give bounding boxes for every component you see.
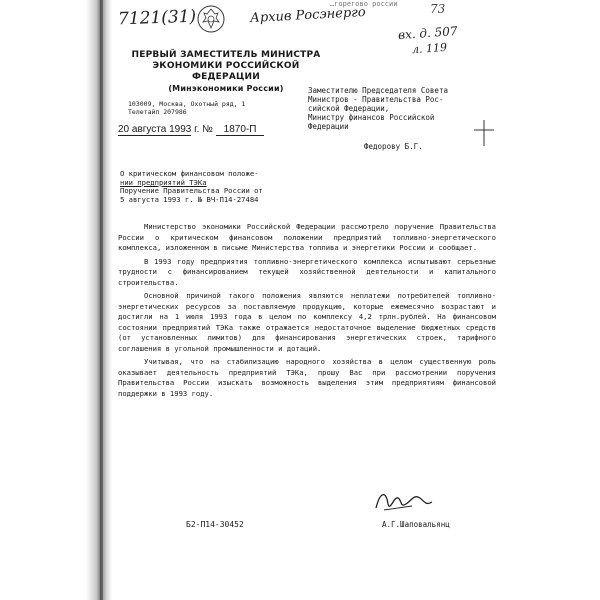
addressee-line: Министров - Правительства Рос- <box>308 95 444 104</box>
incoming-reference-handwritten: вх. д. 507 <box>397 23 458 43</box>
subject-line: О критическом финансовом положе- <box>120 169 259 178</box>
reference-number-handwritten: 7121(31) <box>117 6 197 30</box>
top-right-faded-text: …горегово россии <box>330 0 398 8</box>
corner-mark-handwritten: 73 <box>430 2 446 16</box>
address-line: 103009, Москва, Охотный ряд, 1 <box>128 100 246 108</box>
addressee-block <box>308 86 498 131</box>
subject-block <box>120 170 320 204</box>
body-paragraph: Учитывая, что на стабилизацию народного хозяйства в целом существенную роль оказывает деятельность предприятий ТЭКа, прошу Вас при рассмотрении поручения Правительства России изыскать возможность выделения этим предприятиям финансовой поддержки в 1993 году. <box>118 357 496 398</box>
handwritten-signature <box>372 486 434 514</box>
addressee-line: Федерации <box>308 122 349 131</box>
letter-date: 20 августа 1993 <box>118 124 192 135</box>
page-reference-handwritten: л. 119 <box>411 40 448 57</box>
letterhead-title-line2: ЭКОНОМИКИ РОССИЙСКОЙ ФЕДЕРАЦИИ <box>152 61 300 82</box>
body-paragraph: Министерство экономики Российской Федерации рассмотрело поручение Правительства России о критическом финансовом положении предприятий топливно-энергетического комплекса, изложенном в письме Министерства топлива и энергетики России и сообщает. <box>118 222 496 252</box>
letter-number: 1870-П <box>216 124 265 136</box>
sender-address <box>128 100 245 116</box>
subject-line: Поручение Правительства России от <box>120 186 263 196</box>
addressee-line: Министру финансов Российской <box>308 113 435 122</box>
binding-edge <box>100 0 103 600</box>
signatory-name: А.Г.Шаповальянц <box>382 520 450 529</box>
state-emblem-icon <box>196 4 226 34</box>
body-paragraph: В 1993 году предприятия топливно-энергетического комплекса испытывают серьезные трудности с финансированием текущей хозяйственной деятельности и капитального строительства. <box>118 256 496 287</box>
letter-body <box>118 222 496 402</box>
number-label: г. № <box>194 124 213 135</box>
letterhead-title-line1: ПЕРВЫЙ ЗАМЕСТИТЕЛЬ МИНИСТРА <box>131 50 321 60</box>
body-paragraph: Основной причиной такого положения являются неплатежи потребителей топливно-энергетических ресурсов за поставляемую продукцию, которые ежемесячно возрастают и достигли на 1 июля 1993 года в целом по комплексу 4,2 трлн.рублей. На финансовом состоянии предприятий ТЭКа также отражается недостаточное выделение бюджетных средств (от установленных лимитов) для финансирования энергетических строек, тарифного соглашения в угольной промышленности и дотаций. <box>118 291 496 353</box>
letterhead <box>118 50 334 94</box>
registration-stamp: Б2-П14-30452 <box>186 520 244 529</box>
cross-mark-icon <box>474 120 494 146</box>
addressee-line: Заместителю Председателя Совета <box>308 86 448 95</box>
letterhead-ministry-short: (Минэкономики России) <box>168 84 284 93</box>
addressee-name: Федорову Б.Г. <box>364 142 423 151</box>
date-number-line <box>118 124 264 136</box>
subject-line: 5 августа 1993 г. № ВЧ-П14-27484 <box>120 194 259 204</box>
archive-note-handwritten: Архив Росэнерго <box>249 4 367 27</box>
subject-line: нии предприятий ТЭКа <box>120 177 207 187</box>
addressee-line: сийской Федерации, <box>308 104 390 113</box>
teletype-line: Телетайп 207986 <box>128 108 187 116</box>
binding-shadow <box>86 0 112 600</box>
